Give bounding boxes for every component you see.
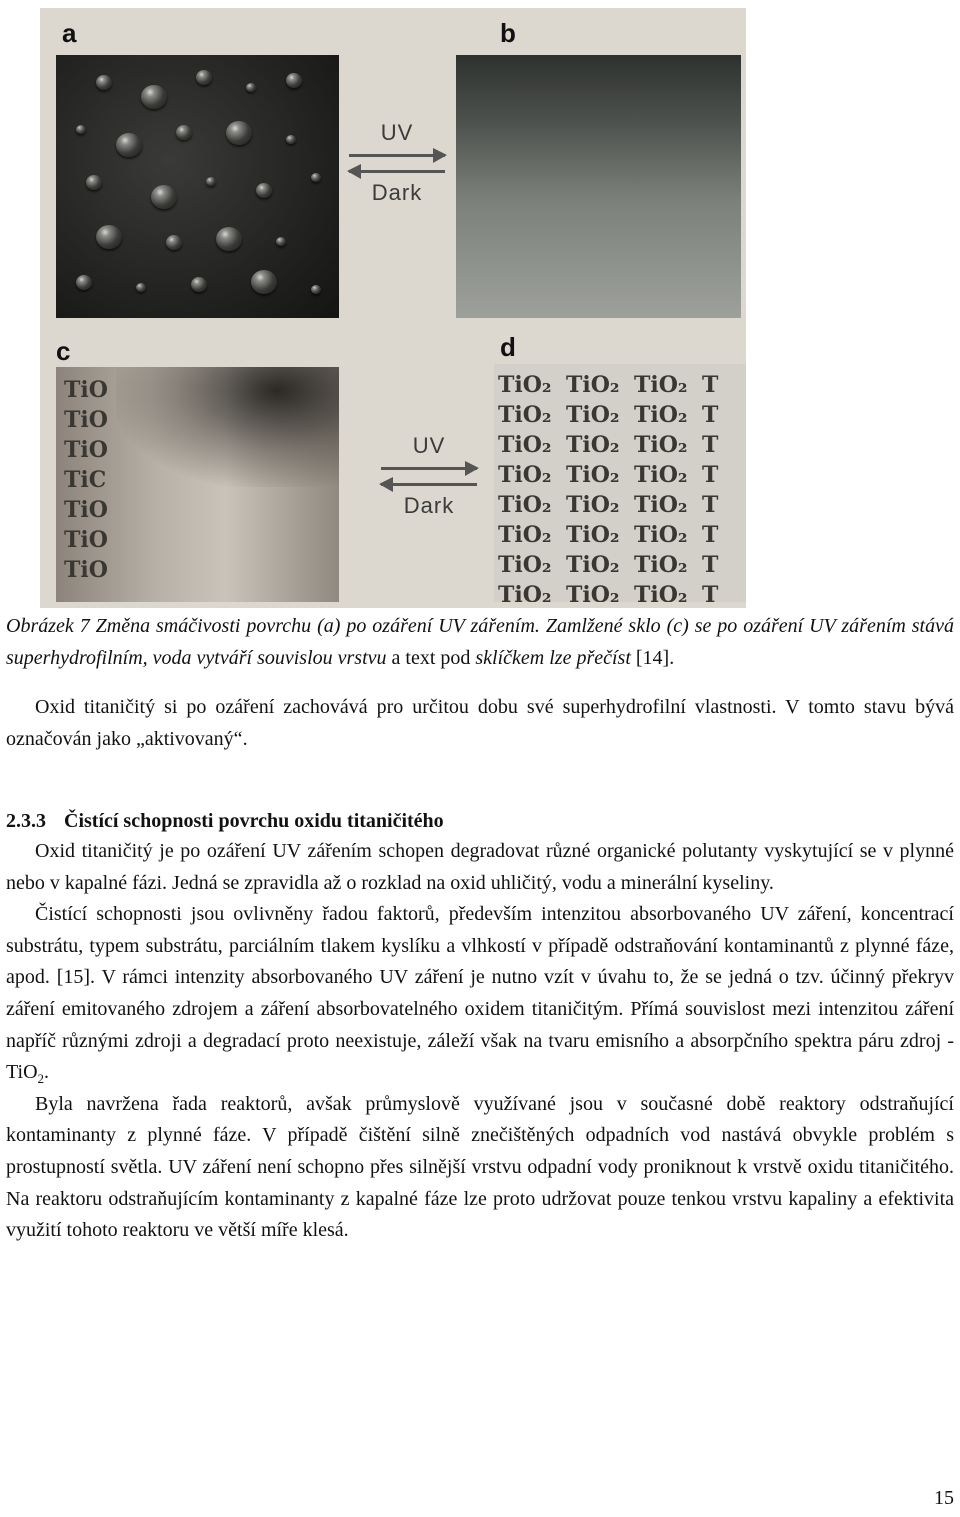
tio2-cell: TiO₂ [634,492,688,518]
tio2-text-grid [498,370,722,602]
tio2-cell: TiO₂ [498,432,552,458]
tio2-row [498,520,722,550]
tio2-cell: TiO₂ [498,552,552,578]
paragraph-text: Čistící schopnosti jsou ovlivněny řadou faktorů, především intenzitou absorbovaného UV záření, koncentrací substrátu, typem substrátu, parciálním tlakem kyslíku a vlhkostí v případě odstraňování kontaminantů z plynné fáze, apod. [15]. V rámci intenzity absorbovaného UV záření je nutno vzít v úvahu to, že se jedná o tzv. účinný překryv záření emitovaného zdrojem a záření absorbovatelného oxidem titaničitým. Přímá souvislost mezi intenzitou záření napříč různými zdroji a degradací proto neexistuje, záleží však na tvaru emisního a absorpčního spektra páru zdroj - TiO [6,903,954,1084]
tio2-cell-edge: T [702,522,719,548]
droplet [276,237,286,246]
photo-droplets [56,55,339,318]
tio2-cell-edge: T [702,432,719,458]
droplet [206,177,216,186]
droplet [151,185,177,209]
tio2-cell: TiO₂ [634,402,688,428]
tio2-cell: TiO₂ [498,492,552,518]
paragraph-text: . [44,1061,50,1084]
droplet [226,121,252,145]
arrow-right-icon [381,461,477,475]
droplet [311,173,321,182]
fogged-text-line: TiO [64,497,108,523]
tio2-cell: TiO₂ [634,432,688,458]
tio2-cell: TiO₂ [634,462,688,488]
droplet [76,125,86,134]
section-title: Čistící schopnosti povrchu oxidu titaničitého [64,810,444,832]
caption-text: Obrázek 7 Změna smáčivosti povrchu (a) po ozáření UV zářením. Zamlžené sklo (c) se po [6,615,744,637]
tio2-row [498,550,722,580]
tio2-cell: TiO₂ [634,372,688,398]
photo-fogged-glass [56,367,339,602]
droplet [251,270,277,294]
droplet [136,283,146,292]
droplet [191,277,207,292]
tio2-cell: TiO₂ [498,372,552,398]
tio2-cell: TiO₂ [634,552,688,578]
droplet [286,135,296,144]
droplet [196,70,212,85]
tio2-cell-edge: T [702,492,719,518]
droplet [256,183,272,198]
paragraph: Oxid titaničitý je po ozáření UV zářením schopen degradovat různé organické polutanty vyskytující se v plynné nebo v kapalné fázi. Jedná se zpravidla až o rozklad na oxid uhličitý, vodu a minerální kyseliny. [6,840,954,894]
caption-text: a text pod [386,646,476,669]
tio2-cell: TiO₂ [566,462,620,488]
fogged-text-line: TiC [64,467,107,493]
subscript: 2 [37,1071,45,1087]
panel-label-d: d [500,332,516,362]
paragraph: Byla navržena řada reaktorů, avšak průmyslově využívané jsou v současné době reaktory odstraňující kontaminanty z plynné fáze. V případě čištění silně znečištěných odpadních vod nastává obvykle problém s prostupností světla. UV záření není schopno přes silnější vrstvu odpadní vody proniknout k vrstvě oxidu titaničitého. Na reaktoru odstraňujícím kontaminanty z kapalné fáze lze proto udržovat pouze tenkou vrstvu kapaliny a efektivita využití tohoto reaktoru ve větší míře klesá. [6,1092,954,1242]
droplet [246,83,256,92]
droplet [141,85,167,109]
arrow-pair-bottom [374,433,484,519]
caption-text: sklíčkem lze přečíst [475,646,631,669]
droplet [116,133,142,157]
tio2-cell-edge: T [702,582,719,602]
droplet [96,225,122,249]
droplet [176,125,192,140]
tio2-cell: TiO₂ [498,462,552,488]
panel-label-c: c [56,336,71,366]
droplet [311,285,321,294]
droplet [96,75,112,90]
fogged-text-line: TiO [64,557,108,583]
section-body [6,836,954,1247]
fogged-text-line: TiO [64,527,108,553]
tio2-cell: TiO₂ [634,522,688,548]
droplet [286,73,302,88]
tio2-row [498,400,722,430]
tio2-row [498,490,722,520]
tio2-cell-edge: T [702,402,719,428]
arrow-pair-top [342,120,452,206]
tio2-cell: TiO₂ [566,522,620,548]
tio2-cell: TiO₂ [634,582,688,602]
section-heading [6,806,954,836]
tio2-cell: TiO₂ [566,582,620,602]
tio2-row [498,430,722,460]
uv-label: UV [380,120,414,145]
fogged-text-line: TiO [64,407,108,433]
tio2-cell-edge: T [702,552,719,578]
tio2-row [498,370,722,400]
arrow-left-icon [381,477,477,491]
page-number: 15 [934,1487,954,1509]
photo-water-film [456,55,741,318]
tio2-cell: TiO₂ [498,582,552,602]
fogged-text-column [64,375,108,585]
dark-label: Dark [371,180,423,205]
panel-label-b: b [500,18,516,48]
tio2-cell: TiO₂ [566,402,620,428]
caption-reference: [14]. [630,646,675,669]
figure-caption [6,611,954,674]
tio2-cell: TiO₂ [566,552,620,578]
arrow-left-icon [349,164,445,178]
tio2-row [498,580,722,602]
panel-label-a: a [62,18,77,48]
tio2-row [498,460,722,490]
arrow-right-icon [349,148,445,162]
uv-label: UV [412,433,446,458]
caption-text: ozáření UV zářením stává superhydrofilním, voda vytváří souvislou vrstvu [6,615,954,669]
dark-label: Dark [403,493,455,518]
tio2-cell: TiO₂ [498,522,552,548]
tio2-cell: TiO₂ [566,432,620,458]
tio2-cell-edge: T [702,372,719,398]
paragraph-activated: Oxid titaničitý si po ozáření zachovává pro určitou dobu své superhydrofilní vlastnosti. V tomto stavu bývá označován jako „aktivovaný“. [6,696,954,750]
tio2-cell: TiO₂ [566,372,620,398]
fogged-text-line: TiO [64,377,108,403]
tio2-cell: TiO₂ [498,402,552,428]
section-number: 2.3.3 [6,810,46,832]
paragraph [6,899,954,1089]
tio2-cell-edge: T [702,462,719,488]
droplet [166,235,182,250]
figure-7 [40,8,746,608]
droplet [216,227,242,251]
droplet [76,275,92,290]
photo-clear-glass [494,364,746,602]
fogged-text-line: TiO [64,437,108,463]
tio2-cell: TiO₂ [566,492,620,518]
droplet [86,175,102,190]
